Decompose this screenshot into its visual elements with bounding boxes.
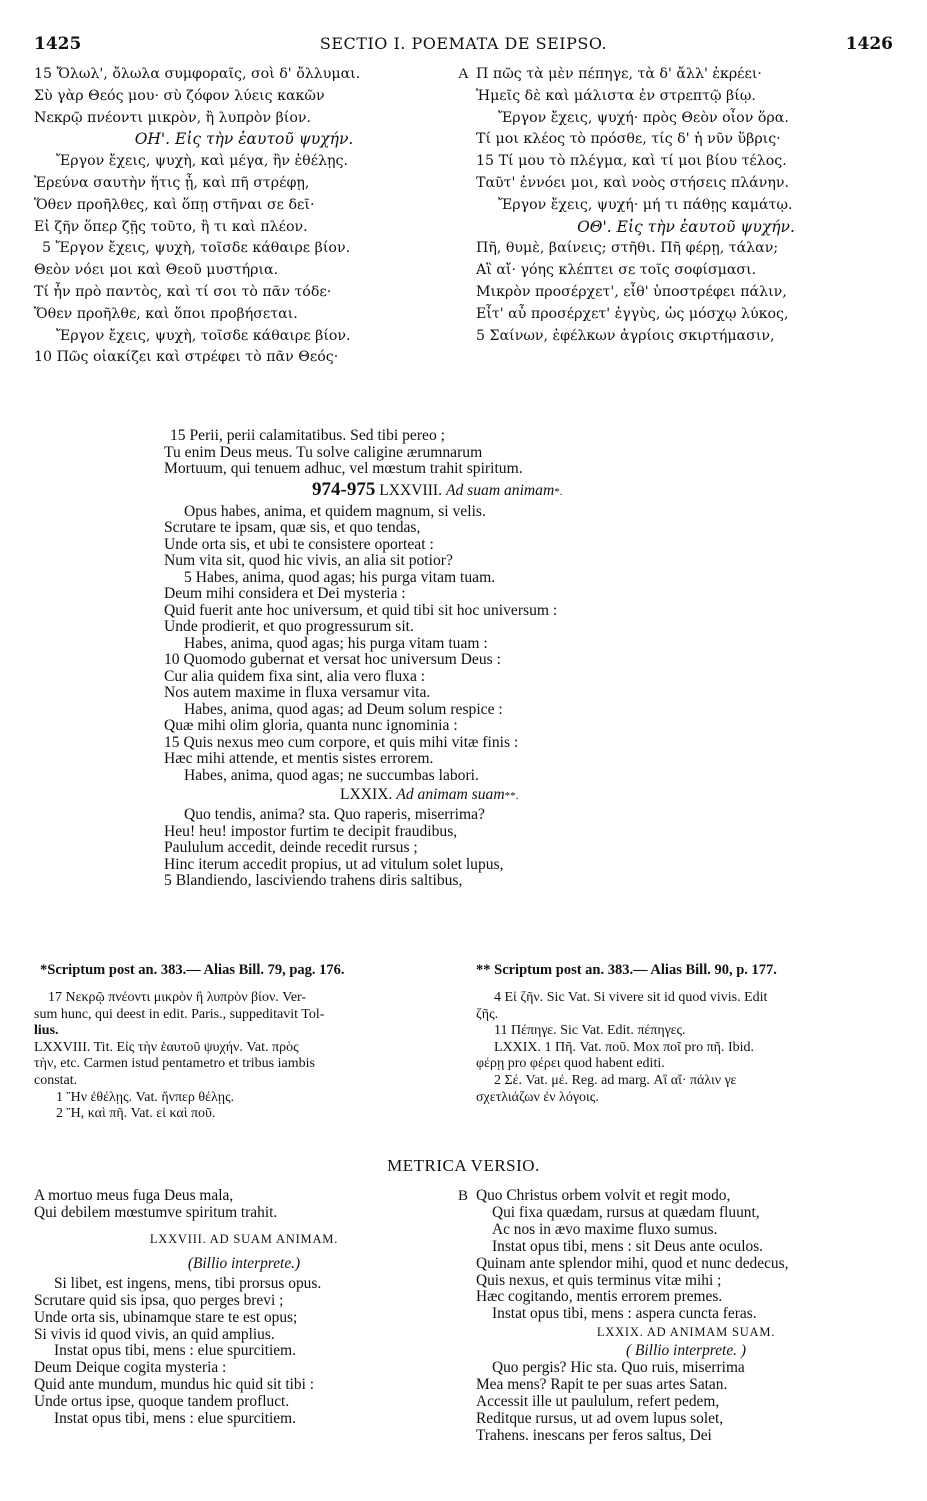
verse-line: Hæc cogitando, mentis errorem premes. [476,1289,723,1306]
greek-line: Μικρὸν προσέρχετ', εἶθ' ὑποστρέφει πάλιν, [476,283,787,300]
verse-line: Accessit ille ut paululum, refert pedem, [476,1394,720,1411]
verse-line: Qui fixa quædam, rursus at quædam fluunt, [492,1204,760,1221]
latin-line: Habes, anima, quod agas; ad Deum solum respice : [184,701,503,718]
greek-line: Ἔργον ἔχεις, ψυχὴ, καὶ μέγα, ἢν ἐθέλῃς. [56,153,349,170]
verse-line: Trahens. inescans per feros saltus, Dei [476,1427,712,1444]
note-line: 17 Νεκρῷ πνέοντι μικρὸν ἢ λυπρὸν βίον. Ver- [48,990,307,1005]
greek-line: Ἐρεύνα σαυτὴν ἥτις ᾖ, καὶ πῆ στρέφῃ, [34,174,310,191]
greek-line: Ταῦτ' ἐννόει μοι, καὶ νοὸς στήσεις πλάνην. [476,174,790,191]
running-title: SECTIO I. POEMATA DE SEIPSO. [319,34,608,53]
note-line: φέρῃ pro φέρει quod habent editi. [476,1056,665,1072]
verse-line: Si libet, est ingens, mens, tibi prorsus opus. [54,1275,322,1292]
greek-line: 15 Ὄλωλ', ὄλωλα συμφοραῖς, σοὶ δ' ὄλλυμαι. [34,66,361,82]
note-line: σχετλιάζων ἐν λόγοις. [476,1089,599,1105]
verse-line: Quis nexus, et quis terminus vitæ mihi ; [476,1272,722,1289]
note-line: ζῆς. [476,1006,499,1022]
footnote-source-right: ** Scriptum post an. 383.— Alias Bill. 90, p. 177. [476,962,777,978]
verse-line: A mortuo meus fuga Deus mala, [34,1188,234,1204]
page-header [0,34,927,58]
footnote-mark: **. [504,790,519,802]
column-number: 974-975 [312,478,376,500]
greek-section-title: ΟΘ'. Εἰς τὴν ἑαυτοῦ ψυχήν. [577,217,795,236]
greek-line: Θεὸν νόει μοι καὶ Θεοῦ μυστήρια. [34,262,279,279]
verse-line: Qui debilem mœstumve spiritum trahit. [34,1204,278,1221]
footnote-source-left: *Scriptum post an. 383.— Alias Bill. 79, pag. 176. [40,962,345,978]
note-line: lius. [34,1023,59,1039]
latin-line: Tu enim Deus meus. Tu solve caligine ærumnarum [164,444,483,461]
greek-line: Π πῶς τὰ μὲν πέπηγε, τὰ δ' ἄλλ' ἐκρέει· [476,66,762,82]
greek-line: Πῆ, θυμὲ, βαίνεις; στῆθι. Πῆ φέρῃ, τάλαν; [476,240,779,257]
metrica-title: METRICA VERSIO. [387,1156,540,1175]
page-number-left: 1425 [34,34,82,54]
latin-translation [164,428,784,890]
verse-interpreter: ( Billio interprete. ) [626,1342,746,1360]
greek-section-title: ΟΗ'. Εἰς τὴν ἑαυτοῦ ψυχήν. [134,130,354,149]
greek-line: Ἔργον ἔχεις, ψυχὴ, τοῖσδε κάθαιρε βίον. [56,327,351,344]
verse-line: Instat opus tibi, mens : elue spurcitiem. [54,1411,296,1428]
verse-line: Instat opus tibi, mens : aspera cuncta feras. [492,1306,757,1323]
verse-line: Unde orta sis, ubinamque stare te est opus; [34,1309,298,1326]
note-line: 2 Σέ. Vat. μέ. Reg. ad marg. Αἲ αἴ· πάλιν γε [494,1072,737,1088]
verse-line: Mea mens? Rapit te per suas artes Satan. [476,1377,728,1394]
note-line: τὴν, etc. Carmen istud pentametro et tribus iambis [34,1056,315,1072]
latin-line: 5 Habes, anima, quod agas; his purga vitam tuam. [184,569,496,586]
greek-column-right [476,64,896,347]
latin-line: Nos autem maxime in fluxa versamur vita. [164,685,431,701]
verse-line: Quinam ante splendor mihi, quod et nunc dedecus, [476,1255,789,1272]
latin-line: Scrutare te ipsam, quæ sis, et quo tendas, [164,520,421,536]
latin-line: Cur alia quidem fixa sint, alia vero fluxa : [164,668,426,685]
greek-line: 5 Σαίνων, ἐφέλκων ἀγρίοις σκιρτήμασιν, [476,327,775,344]
verse-line: Instat opus tibi, mens : elue spurcitiem. [54,1343,296,1360]
latin-line: Habes, anima, quod agas; his purga vitam tuam : [184,635,488,652]
note-line: LXXVIII. Tit. Εἰς τὴν ἑαυτοῦ ψυχήν. Vat. πρὸς [34,1039,299,1055]
latin-line: Deum mihi considera et Dei mysteria : [164,586,406,602]
latin-line: Opus habes, anima, et quidem magnum, si velis. [184,503,486,520]
latin-line: Quæ mihi olim gloria, quanta nunc ignominia : [164,718,458,734]
note-line: 1 Ἢν ἐθέλῃς. Vat. ἤνπερ θέλῃς. [56,1089,235,1105]
verse-line: Scrutare quid sis ipsa, quo perges brevi ; [34,1292,284,1309]
verse-line: Instat opus tibi, mens : sit Deus ante oculos. [492,1238,764,1255]
greek-line: Ἡμεῖς δὲ καὶ μάλιστα ἐν στρεπτῷ βίῳ. [476,87,756,104]
latin-line: Quo tendis, anima? sta. Quo raperis, miserrima? [184,807,485,823]
latin-line: Num vita sit, quod hic vivis, an alia sit potior? [164,553,453,569]
greek-line: Τί μοι κλέος τὸ πρόσθε, τίς δ' ἡ νῦν ὕβρις· [476,131,781,148]
latin-line: Mortuum, qui tenuem adhuc, vel mœstum trahit spiritum. [164,461,523,477]
greek-line: Ὅθεν προῆλθε, καὶ ὅποι προβήσεται. [34,305,298,322]
latin-title-numeral: LXXIX. [340,786,393,803]
verse-section-head: LXXVIII. AD SUAM ANIMAM. [149,1231,339,1246]
verse-line: Si vivis id quod vivis, an quid amplius. [34,1326,275,1343]
greek-line: Αἲ αἴ· γόης κλέπτει σε τοῖς σοφίσμασι. [476,262,757,279]
latin-line: Paululum accedit, deinde recedit rursus ; [164,840,418,856]
latin-line: 5 Blandiendo, lasciviendo trahens diris saltibus, [164,873,463,889]
latin-section-title [164,478,784,504]
latin-line: Unde orta sis, et ubi te consistere oporteat : [164,536,434,553]
latin-line: Hinc iterum accedit propius, ut ad vitulum solet lupus, [164,856,504,873]
latin-line: Habes, anima, quod agas; ne succumbas labori. [184,767,479,784]
greek-line: Νεκρῷ πνέοντι μικρὸν, ἢ λυπρὸν βίον. [34,109,312,126]
notes-right [476,990,896,1106]
column-marker-b: B [458,1188,469,1204]
note-line: LXXIX. 1 Πῆ. Vat. ποῦ. Mox ποῖ pro πῆ. Ibid. [494,1039,755,1055]
latin-section-title [164,784,784,807]
latin-title-text: Ad suam animam [445,481,555,499]
greek-line: Σὺ γὰρ Θεός μου· σὺ ζόφον λύεις κακῶν [34,87,325,104]
latin-line: Unde prodierit, et quo progressurum sit. [164,619,414,635]
verse-line: Reditque rursus, ut ad ovem lupus solet, [476,1410,724,1427]
greek-line: Εἶτ' αὖ προσέρχετ' ἐγγὺς, ὡς μόσχῳ λύκος, [476,305,789,322]
greek-line: Εἰ ζῆν ὅπερ ζῇς τοῦτο, ἢ τι καὶ πλέον. [34,218,308,235]
note-line: 4 Εἰ ζῆν. Sic Vat. Si vivere sit id quod vivis. Edit [494,990,768,1005]
greek-line: Ὅθεν προῆλθες, καὶ ὅπῃ στῆναι σε δεῖ· [34,196,315,213]
latin-line: 15 Quis nexus meo cum corpore, et quis mihi vitæ finis : [164,734,519,751]
latin-line: Hæc mihi attende, et mentis sistes errorem. [164,751,434,767]
greek-line: Ἔργον ἔχεις, ψυχή· πρὸς Θεὸν οἶον ὅρα. [498,109,789,126]
note-line: constat. [34,1072,78,1088]
latin-line: 10 Quomodo gubernat et versat hoc universum Deus : [164,652,501,668]
latin-line: 15 Perii, perii calamitatibus. Sed tibi pereo ; [170,428,445,444]
verse-line: Quo Christus orbem volvit et regit modo, [476,1188,731,1204]
greek-line: 5 Ἔργον ἔχεις, ψυχὴ, τοῖσδε κάθαιρε βίον. [42,240,351,257]
metrica-left [34,1188,454,1428]
metrica-right [476,1188,896,1445]
column-marker-a: A [458,66,469,82]
latin-title-numeral: LXXVIII. [379,481,443,499]
greek-line: Ἔργον ἔχεις, ψυχή· μή τι πάθῃς καμάτῳ. [498,196,793,213]
verse-line: Quid ante mundum, mundus hic quid sit tibi : [34,1377,315,1394]
page-number-right: 1426 [845,34,893,54]
greek-line: 15 Τί μου τὸ πλέγμα, καὶ τί μοι βίου τέλος. [476,153,787,170]
note-line: sum hunc, qui deest in edit. Paris., suppeditavit Tol- [34,1006,325,1022]
latin-line: Quid fuerit ante hoc universum, et quid tibi sit hoc universum : [164,602,558,619]
verse-line: Ac nos in ævo maxime fluxo sumus. [492,1221,718,1238]
notes-left [34,990,454,1123]
greek-line: Τί ἦν πρὸ παντὸς, καὶ τί σοι τὸ πᾶν τόδε· [34,283,332,300]
greek-column-left [34,64,454,369]
latin-title-text: Ad animam suam [396,786,505,803]
verse-line: Quo pergis? Hic sta. Quo ruis, miserrima [492,1360,745,1377]
footnote-mark: *. [554,485,563,498]
latin-line: Heu! heu! impostor furtim te decipit fraudibus, [164,823,458,840]
note-line: 11 Πέπηγε. Sic Vat. Edit. πέπηγες. [494,1023,686,1039]
greek-line: 10 Πῶς οἰακίζει καὶ στρέφει τὸ πᾶν Θεός· [34,349,339,366]
verse-line: Deum Deique cogita mysteria : [34,1360,227,1377]
verse-line: Unde ortus ipse, quoque tandem profluct. [34,1394,290,1411]
verse-interpreter: (Billio interprete.) [187,1254,301,1272]
note-line: 2 Ἢ, καὶ πῆ. Vat. εἰ καὶ ποῦ. [56,1106,216,1122]
verse-section-head: LXXIX. AD ANIMAM SUAM. [596,1325,776,1340]
